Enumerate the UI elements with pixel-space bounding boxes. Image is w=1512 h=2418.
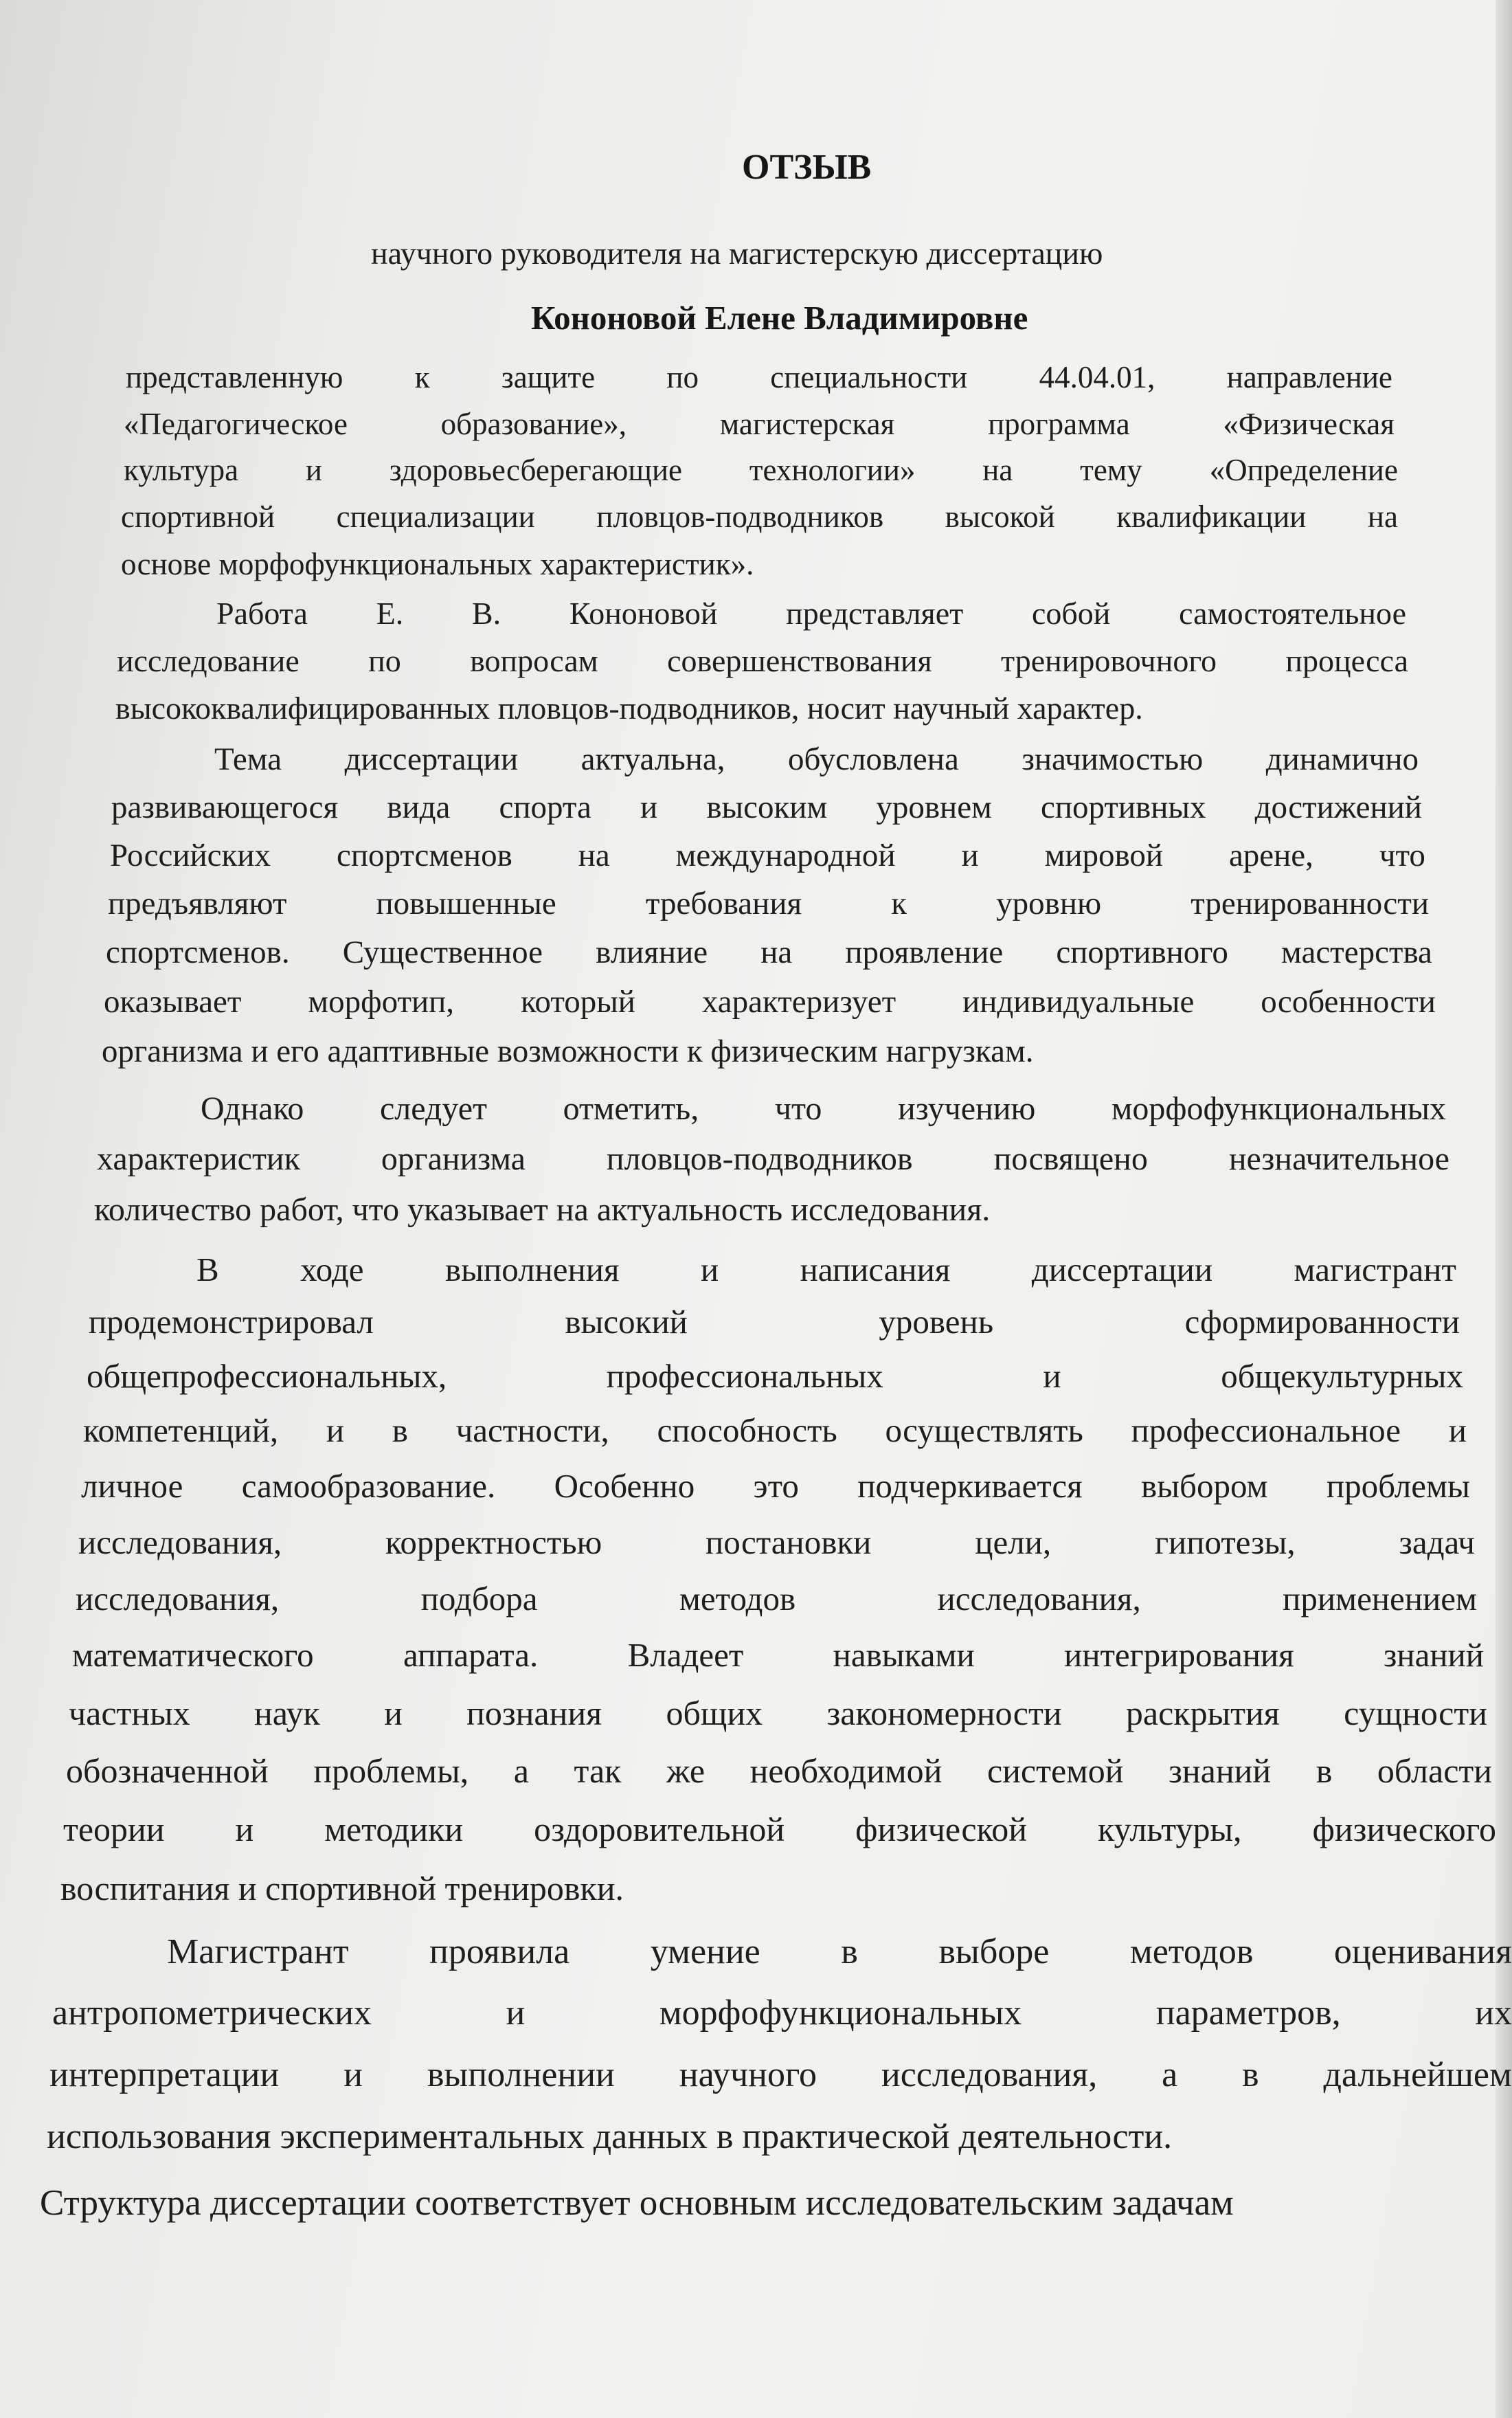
word: проявление	[845, 934, 1004, 970]
text-line: организма и его адаптивные возможности к физическим нагрузкам.	[102, 1033, 1034, 1069]
word: закономерности	[826, 1694, 1062, 1732]
text-line	[110, 840, 1425, 872]
word: навыками	[833, 1636, 975, 1674]
word: специализации	[336, 500, 535, 534]
word: высокий	[565, 1303, 688, 1341]
text-line	[108, 888, 1429, 920]
word: Тема	[214, 741, 282, 777]
word: цели,	[975, 1523, 1052, 1561]
word: и	[305, 453, 322, 487]
word: частности,	[455, 1411, 609, 1449]
word: уровнем	[876, 790, 992, 825]
word: теории	[63, 1810, 165, 1848]
word: методики	[324, 1810, 464, 1848]
word: аппарата.	[403, 1636, 539, 1674]
word: динамично	[1265, 741, 1419, 777]
word: знаний	[1169, 1751, 1272, 1790]
word: магистрант	[1294, 1251, 1456, 1288]
word: актуальна,	[580, 741, 725, 777]
word: самостоятельное	[1179, 596, 1406, 631]
word: морфофункциональных	[659, 1993, 1022, 2033]
text-line	[201, 1090, 1446, 1127]
word: умение	[650, 1932, 760, 1971]
word: интерпретации	[49, 2055, 280, 2094]
word: применением	[1283, 1580, 1477, 1617]
word: морфофункциональных	[1111, 1090, 1446, 1127]
word: и	[384, 1694, 403, 1732]
word: на	[982, 453, 1013, 487]
text-line	[124, 455, 1398, 486]
word: представляет	[786, 596, 964, 631]
word: Е.	[376, 596, 404, 631]
word: что	[1379, 838, 1425, 873]
word: спортивного	[1056, 934, 1228, 970]
word: в	[841, 1932, 858, 1971]
word: же	[666, 1751, 706, 1790]
word: методов	[1129, 1932, 1254, 1971]
text-line	[124, 409, 1395, 440]
text-line	[216, 598, 1406, 629]
word: который	[520, 984, 635, 1020]
word: культуры,	[1098, 1810, 1242, 1848]
word: подбора	[420, 1580, 538, 1617]
text-line	[87, 1359, 1463, 1393]
word: профессиональное	[1131, 1411, 1401, 1449]
word: требования	[645, 886, 802, 921]
word: исследования,	[937, 1580, 1141, 1617]
word: исследование	[117, 643, 300, 678]
word: на	[578, 838, 610, 873]
word: специальности	[770, 360, 968, 394]
text-line	[106, 934, 1432, 970]
word: выборе	[938, 1932, 1050, 1971]
word: и	[1043, 1357, 1061, 1395]
word: программа	[988, 407, 1130, 441]
word: а	[1162, 2055, 1178, 2094]
word: задач	[1399, 1523, 1475, 1561]
text-line: высококвалифицированных пловцов-подводников, носит научный характер.	[115, 691, 1143, 726]
word: по	[666, 360, 699, 394]
word: знаний	[1384, 1636, 1484, 1674]
word: частных	[69, 1694, 190, 1732]
word: здоровьесберегающие	[389, 453, 683, 487]
word: пловцов-подводников	[606, 1141, 913, 1177]
text-line: использования экспериментальных данных в практической деятельности.	[47, 2117, 1173, 2156]
word: В.	[471, 596, 501, 631]
word: на	[1367, 500, 1398, 534]
word: по	[368, 643, 401, 678]
word: и	[235, 1810, 254, 1848]
word: квалификации	[1116, 500, 1307, 534]
word: «Физическая	[1223, 407, 1395, 441]
word: постановки	[706, 1523, 872, 1561]
word: выполнения	[444, 1251, 620, 1288]
text-line	[72, 1638, 1484, 1672]
word: самообразование.	[241, 1467, 496, 1505]
text-line	[78, 1525, 1475, 1559]
word: Особенно	[554, 1467, 695, 1505]
text-line	[52, 1995, 1512, 2031]
word: математического	[72, 1636, 314, 1674]
word: арене,	[1228, 838, 1313, 873]
word: необходимой	[749, 1751, 943, 1790]
word: к	[414, 360, 430, 394]
text-line	[104, 986, 1436, 1018]
word: процесса	[1285, 643, 1408, 678]
word: влияние	[596, 934, 708, 970]
word: оценивания	[1333, 1932, 1512, 1971]
word: развивающегося	[111, 790, 339, 825]
word: наук	[254, 1694, 320, 1732]
word: и	[343, 2055, 363, 2094]
word: Владеет	[627, 1636, 744, 1674]
word: организма	[381, 1141, 526, 1177]
text-line: основе морфофункциональных характеристик».	[121, 547, 754, 581]
text-line	[49, 2057, 1512, 2093]
text-line	[117, 645, 1408, 677]
text-line	[76, 1582, 1477, 1615]
word: в	[392, 1411, 408, 1449]
word: и	[700, 1251, 719, 1288]
word: к	[891, 886, 907, 921]
word: что	[774, 1090, 822, 1127]
word: уровень	[879, 1303, 994, 1341]
word: 44.04.01,	[1039, 360, 1155, 394]
word: научного	[679, 2055, 817, 2094]
word: Магистрант	[167, 1932, 349, 1971]
word: методов	[679, 1580, 796, 1617]
word: достижений	[1254, 790, 1422, 825]
word: осуществлять	[885, 1411, 1083, 1449]
word: в	[1316, 1751, 1333, 1790]
word: спортсменов	[336, 838, 512, 873]
word: так	[574, 1751, 622, 1790]
word: представленную	[126, 360, 343, 394]
word: на	[760, 934, 793, 970]
word: общих	[666, 1694, 763, 1732]
word: вопросам	[470, 643, 598, 678]
word: познания	[466, 1694, 602, 1732]
text-line	[66, 1751, 1492, 1790]
word: компетенций,	[83, 1411, 279, 1449]
word: а	[513, 1751, 529, 1790]
word: направление	[1226, 360, 1392, 394]
word: их	[1475, 1993, 1512, 2033]
text-line	[81, 1469, 1470, 1503]
word: обусловлена	[787, 741, 959, 777]
text-line: воспитания и спортивной тренировки.	[60, 1869, 624, 1907]
word: написания	[800, 1251, 951, 1288]
text-line	[121, 502, 1398, 533]
word: сущности	[1344, 1694, 1487, 1732]
word: дальнейшем	[1323, 2055, 1512, 2094]
word: уровню	[996, 886, 1102, 921]
word: подчеркивается	[857, 1467, 1083, 1505]
word: гипотезы,	[1154, 1523, 1296, 1561]
word: предъявляют	[108, 886, 287, 921]
word: и	[1448, 1411, 1467, 1449]
word: продемонстрировал	[89, 1303, 374, 1341]
word: совершенствования	[667, 643, 932, 678]
text-line	[63, 1812, 1496, 1846]
word: проявила	[429, 1932, 570, 1971]
text-line: Структура диссертации соответствует основным исследовательским задачам	[40, 2183, 1234, 2223]
word: Российских	[110, 838, 271, 873]
word: магистерская	[719, 407, 895, 441]
word: в	[1242, 2055, 1259, 2094]
word: посвящено	[993, 1141, 1148, 1177]
text-line	[83, 1413, 1467, 1447]
word: параметров,	[1155, 1993, 1341, 2033]
word: исследования,	[881, 2055, 1098, 2094]
word: тренировочного	[1001, 643, 1217, 678]
word: спортивной	[121, 500, 275, 534]
word: спорта	[499, 790, 591, 825]
word: особенности	[1261, 984, 1436, 1020]
word: высокой	[945, 500, 1055, 534]
word: ходе	[300, 1251, 364, 1288]
word: сформированности	[1184, 1303, 1460, 1341]
word: В	[196, 1251, 219, 1288]
word: антропометрических	[52, 1993, 372, 2033]
word: пловцов-подводников	[596, 500, 884, 534]
word: индивидуальные	[962, 984, 1195, 1020]
word: корректностью	[385, 1523, 602, 1561]
word: морфотип,	[308, 984, 455, 1020]
word: способность	[657, 1411, 837, 1449]
word: Существенное	[342, 934, 543, 970]
word: характеризует	[701, 984, 896, 1020]
word: физического	[1312, 1810, 1496, 1848]
word: профессиональных	[606, 1357, 883, 1395]
word: «Педагогическое	[124, 407, 348, 441]
word: следует	[379, 1090, 487, 1127]
word: культура	[124, 453, 239, 487]
word: области	[1377, 1751, 1492, 1790]
word: изучению	[898, 1090, 1036, 1127]
word: повышенные	[376, 886, 556, 921]
word: раскрытия	[1125, 1694, 1280, 1732]
word: тренированности	[1191, 886, 1429, 921]
word: проблемы,	[313, 1751, 469, 1790]
word: и	[961, 838, 979, 873]
word: Кононовой	[569, 596, 718, 631]
text-line	[69, 1696, 1487, 1730]
word: защите	[501, 360, 596, 394]
text-line	[97, 1143, 1449, 1176]
word: отметить,	[563, 1090, 699, 1127]
text-line	[89, 1305, 1460, 1339]
text-line	[167, 1934, 1512, 1970]
word: и	[640, 790, 658, 825]
text-line	[214, 743, 1419, 776]
word: Однако	[201, 1090, 304, 1127]
word: исследования,	[78, 1523, 282, 1561]
text-line	[111, 792, 1422, 824]
word: диссертации	[344, 741, 519, 777]
word: оказывает	[104, 984, 242, 1020]
word: «Определение	[1209, 453, 1398, 487]
word: выполнении	[427, 2055, 615, 2094]
word: личное	[81, 1467, 183, 1505]
word: обозначенной	[66, 1751, 269, 1790]
word: характеристик	[97, 1141, 300, 1177]
text-line	[126, 362, 1392, 393]
word: спортивных	[1040, 790, 1206, 825]
word: это	[753, 1467, 799, 1505]
document-title: ОТЗЫВ	[742, 148, 872, 187]
word: технологии»	[749, 453, 916, 487]
word: общекультурных	[1221, 1357, 1463, 1395]
word: и	[326, 1411, 345, 1449]
word: диссертации	[1031, 1251, 1213, 1288]
word: выбором	[1140, 1467, 1268, 1505]
word: спортсменов.	[106, 934, 290, 970]
student-name: Кононовой Елене Владимировне	[531, 299, 1028, 337]
word: проблемы	[1326, 1467, 1470, 1505]
word: собой	[1031, 596, 1111, 631]
word: и	[506, 1993, 526, 2033]
word: системой	[986, 1751, 1124, 1790]
word: высоким	[706, 790, 828, 825]
word: мировой	[1044, 838, 1163, 873]
word: образование»,	[440, 407, 627, 441]
word: оздоровительной	[534, 1810, 785, 1848]
word: интегрирования	[1064, 1636, 1294, 1674]
word: незначительное	[1228, 1141, 1449, 1177]
word: значимостью	[1022, 741, 1204, 777]
word: физической	[855, 1810, 1028, 1848]
word: Работа	[216, 596, 308, 631]
text-line	[196, 1253, 1456, 1286]
word: вида	[387, 790, 451, 825]
document-subtitle: научного руководителя на магистерскую диссертацию	[371, 236, 1103, 271]
text-line: количество работ, что указывает на актуальность исследования.	[94, 1191, 991, 1228]
word: международной	[675, 838, 896, 873]
word: исследования,	[76, 1580, 280, 1617]
word: общепрофессиональных,	[87, 1357, 447, 1395]
word: мастерства	[1281, 934, 1432, 970]
word: тему	[1080, 453, 1142, 487]
